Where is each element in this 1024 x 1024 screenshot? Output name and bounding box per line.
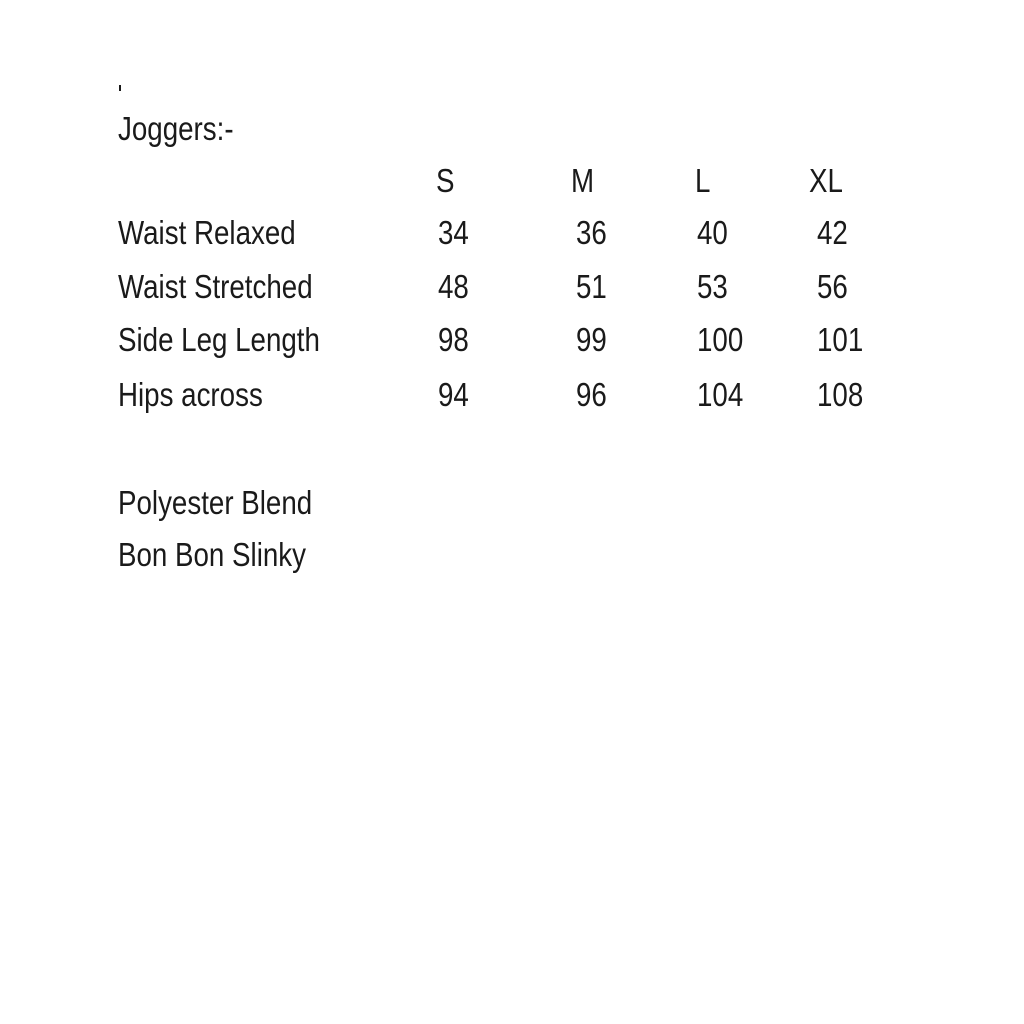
cell-value: 53 xyxy=(697,268,728,305)
cell-value: 104 xyxy=(697,376,744,413)
size-header-s: S xyxy=(436,162,455,199)
cell-value: 98 xyxy=(438,321,469,358)
cell-value: 48 xyxy=(438,268,469,305)
cell-value: 36 xyxy=(576,214,607,251)
fabric-line: Polyester Blend xyxy=(118,484,313,521)
page-title: Joggers:- xyxy=(118,110,234,147)
cell-value: 101 xyxy=(817,321,864,358)
cell-value: 34 xyxy=(438,214,469,251)
row-label: Hips across xyxy=(118,376,263,413)
cell-value: 108 xyxy=(817,376,864,413)
fabric-line: Bon Bon Slinky xyxy=(118,536,307,573)
row-label: Waist Relaxed xyxy=(118,214,296,251)
size-header-m: M xyxy=(571,162,595,199)
row-label: Waist Stretched xyxy=(118,268,313,305)
cell-value: 51 xyxy=(576,268,607,305)
cell-value: 42 xyxy=(817,214,848,251)
cell-value: 94 xyxy=(438,376,469,413)
cell-value: 96 xyxy=(576,376,607,413)
size-header-l: L xyxy=(695,162,711,199)
size-header-xl: XL xyxy=(809,162,843,199)
stray-mark xyxy=(119,85,121,91)
cell-value: 99 xyxy=(576,321,607,358)
cell-value: 100 xyxy=(697,321,744,358)
row-label: Side Leg Length xyxy=(118,321,320,358)
cell-value: 40 xyxy=(697,214,728,251)
cell-value: 56 xyxy=(817,268,848,305)
